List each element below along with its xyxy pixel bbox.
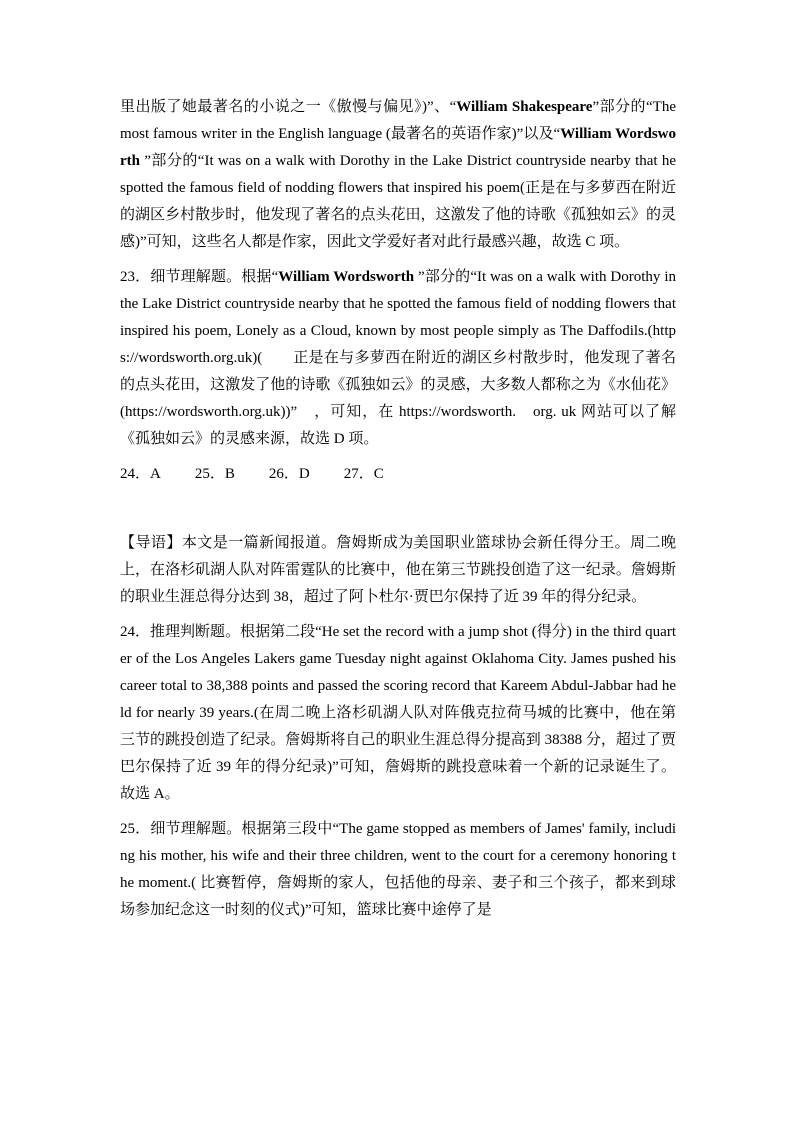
paragraph-q23-explanation [120, 264, 676, 453]
answer-25: 25．B [194, 466, 235, 482]
document-page [120, 94, 676, 924]
paragraph-lead-summary: 【导语】本文是一篇新闻报道。詹姆斯成为美国职业篮球协会新任得分王。周二晚上，在洛杉矶湖人队对阵雷霆队的比赛中，他在第三节跳投创造了这一纪录。詹姆斯的职业生涯总得分达到 38，超过了阿卜杜尔·贾巴尔保持了近 39 年的得分纪录。 [120, 535, 676, 605]
text-run: ”部分的“It was on a walk with Dorothy in the Lake District countryside nearby that he spotted the famous field of nodding flowers that inspired his poem(正是在与多萝西在附近的湖区乡村散步时，他发现了著名的点头花田，这激发了他的诗歌《孤独如云》的灵感)”可知，这些名人都是作家，因此文学爱好者对此行最感兴趣，故选 C 项。 [120, 153, 676, 250]
text-run: ”部分的“It was on a walk with Dorothy in the Lake District countryside nearby that he spotted the famous field of nodding flowers that inspired his poem, Lonely as a Cloud, known by most people simply as The Daffodils.(https://wordsworth.org.uk)( 正是在与多萝西在附近的湖区乡村散步时，他发现了著名的点头花田，这激发了他的诗歌《孤独如云》的灵感，大多数人都称之为《水仙花》 (https://wordsworth.org.uk))” ，可知，在 https://wordsworth. org. uk 网站可以了解《孤独如云》的灵感来源，故选 D 项。 [120, 269, 676, 447]
text-run: 里出版了她最著名的小说之一《傲慢与偏见》)”、“ [120, 99, 457, 115]
bold-term-wordsworth: William Wordsworth [120, 126, 676, 169]
paragraph-q22-explanation [120, 94, 676, 256]
paragraph-q24-explanation: 24．推理判断题。根据第二段“He set the record with a jump shot (得分) in the third quarter of the Los Angeles Lakers game Tuesday night against Oklahoma City. James pushed his career total to 38,388 points and passed the scoring record that Kareem Abdul-Jabbar had held for nearly 39 years.(在周二晚上洛杉矶湖人队对阵俄克拉荷马城的比赛中，他在第三节的跳投创造了纪录。詹姆斯将自己的职业生涯总得分提高到 38388 分，超过了贾巴尔保持了近 39 年的得分纪录)”可知，詹姆斯的跳投意味着一个新的记录诞生了。故选 A。 [120, 624, 676, 802]
text-run: ”部分的“The most famous writer in the English language (最著名的英语作家)”以及“ [120, 99, 676, 142]
text-run: 23．细节理解题。根据“ [120, 269, 279, 285]
bold-term-shakespeare: William Shakespeare [456, 99, 593, 115]
bold-term-wordsworth: William Wordsworth [278, 269, 415, 285]
answer-26: 26．D [268, 466, 310, 482]
answer-24: 24．A [120, 466, 161, 482]
answer-key [120, 461, 676, 488]
answer-27: 27．C [343, 466, 384, 482]
paragraph-q25-explanation: 25．细节理解题。根据第三段中“The game stopped as members of James' family, including his mother, his wife and their three children, went to the court for a ceremony honoring the moment.( 比赛暂停，詹姆斯的家人，包括他的母亲、妻子和三个孩子，都来到球场参加纪念这一时刻的仪式)”可知，篮球比赛中途停了是 [120, 821, 676, 918]
